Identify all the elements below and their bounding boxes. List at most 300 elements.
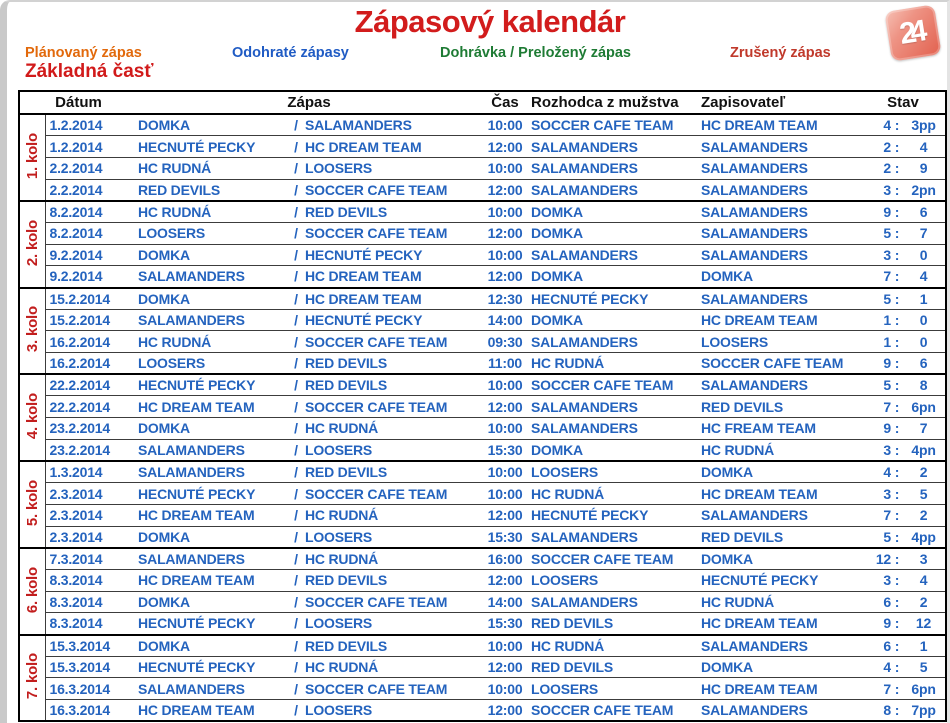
away-score: 6pn — [911, 398, 936, 415]
round-label-text: 1. kolo — [23, 132, 41, 179]
away-score: 6 — [919, 355, 928, 372]
home-team: HECNUTÉ PECKY — [138, 377, 256, 394]
match-separator: / — [294, 528, 298, 545]
score-colon: : — [894, 355, 900, 372]
away-team: RED DEVILS — [305, 464, 388, 481]
referee-team: SOCCER CAFE TEAM — [531, 117, 674, 134]
home-team: SALAMANDERS — [138, 312, 245, 329]
match-date: 15.2.2014 — [49, 290, 110, 307]
match-time: 15:30 — [487, 528, 523, 545]
match-row — [19, 418, 946, 440]
home-team: DOMKA — [138, 290, 190, 307]
away-team: RED DEVILS — [305, 637, 388, 654]
away-score: 1 — [919, 637, 928, 654]
round-label-text: 7. kolo — [23, 653, 41, 700]
match-row — [19, 548, 946, 570]
match-row — [19, 114, 946, 136]
match-separator: / — [294, 550, 298, 567]
away-team: SOCCER CAFE TEAM — [305, 680, 448, 697]
away-team: RED DEVILS — [305, 377, 388, 394]
match-row — [19, 526, 946, 548]
match-row — [19, 157, 946, 179]
round-label — [19, 374, 45, 461]
home-score: 9 — [883, 420, 892, 437]
home-team: HECNUTÉ PECKY — [138, 659, 256, 676]
match-date: 16.2.2014 — [49, 333, 110, 350]
away-score: 7 — [919, 420, 928, 437]
home-team: SALAMANDERS — [138, 550, 245, 567]
match-separator: / — [294, 441, 298, 458]
away-team: RED DEVILS — [305, 355, 388, 372]
match-date: 8.2.2014 — [49, 203, 103, 220]
home-team: HC DREAM TEAM — [138, 507, 255, 524]
away-team: SOCCER CAFE TEAM — [305, 333, 448, 350]
match-date: 9.2.2014 — [49, 246, 103, 263]
home-score: 4 — [883, 464, 892, 481]
referee-team: DOMKA — [531, 312, 583, 329]
home-team: DOMKA — [138, 420, 190, 437]
round-group — [19, 288, 946, 375]
match-time: 11:00 — [487, 355, 523, 372]
referee-team: LOOSERS — [531, 680, 599, 697]
home-team: HC DREAM TEAM — [138, 702, 255, 719]
scorekeeper-team: DOMKA — [701, 659, 753, 676]
match-time: 10:00 — [487, 485, 523, 502]
scorekeeper-team: SALAMANDERS — [701, 160, 808, 177]
away-team: HC RUDNÁ — [305, 659, 379, 676]
match-date: 16.3.2014 — [49, 702, 110, 719]
home-team: SALAMANDERS — [138, 680, 245, 697]
referee-team: DOMKA — [531, 203, 583, 220]
referee-team: SOCCER CAFE TEAM — [531, 377, 674, 394]
match-row — [19, 656, 946, 678]
away-score: 4 — [919, 138, 928, 155]
home-score: 5 — [883, 377, 892, 394]
match-date: 15.3.2014 — [49, 637, 110, 654]
scorekeeper-team: SALAMANDERS — [701, 377, 808, 394]
schedule-table-wrap — [18, 90, 947, 722]
score-colon: : — [894, 680, 900, 697]
score-colon: : — [894, 572, 900, 589]
home-score: 3 — [883, 181, 892, 198]
match-separator: / — [294, 138, 298, 155]
referee-team: HC RUDNÁ — [531, 485, 605, 502]
referee-team: SALAMANDERS — [531, 398, 638, 415]
away-team: HC RUDNÁ — [305, 550, 379, 567]
referee-team: RED DEVILS — [531, 615, 614, 632]
match-date: 2.3.2014 — [49, 485, 103, 502]
home-team: SALAMANDERS — [138, 268, 245, 285]
referee-team: SALAMANDERS — [531, 181, 638, 198]
home-score: 7 — [883, 680, 892, 697]
home-score: 3 — [883, 485, 892, 502]
scorekeeper-team: HC RUDNÁ — [701, 441, 775, 458]
home-team: RED DEVILS — [138, 181, 221, 198]
legend-played-matches: Odohraté zápasy — [232, 45, 349, 61]
header-row — [19, 91, 946, 114]
scorekeeper-team: SALAMANDERS — [701, 203, 808, 220]
referee-team: HECNUTÉ PECKY — [531, 507, 649, 524]
referee-team: SALAMANDERS — [531, 528, 638, 545]
scorekeeper-team: HC DREAM TEAM — [701, 117, 818, 134]
match-row — [19, 222, 946, 244]
match-row — [19, 635, 946, 657]
home-score: 5 — [883, 528, 892, 545]
match-date: 2.2.2014 — [49, 160, 103, 177]
score-colon: : — [894, 398, 900, 415]
match-time: 10:00 — [487, 464, 523, 481]
header-match: Zápas — [287, 94, 331, 111]
match-row — [19, 353, 946, 375]
referee-team: SALAMANDERS — [531, 593, 638, 610]
match-date: 8.3.2014 — [49, 572, 103, 589]
score-colon: : — [894, 528, 900, 545]
referee-team: SALAMANDERS — [531, 160, 638, 177]
home-team: LOOSERS — [138, 355, 206, 372]
match-time: 12:00 — [487, 398, 523, 415]
home-score: 4 — [883, 659, 892, 676]
away-score: 5 — [919, 659, 928, 676]
scorekeeper-team: RED DEVILS — [701, 398, 784, 415]
referee-team: LOOSERS — [531, 572, 599, 589]
match-separator: / — [294, 398, 298, 415]
away-score: 5 — [919, 485, 928, 502]
match-row — [19, 201, 946, 223]
away-score: 6 — [919, 203, 928, 220]
score-colon: : — [894, 138, 900, 155]
match-row — [19, 613, 946, 635]
away-score: 4pn — [911, 441, 936, 458]
score-colon: : — [894, 507, 900, 524]
match-time: 16:00 — [487, 550, 523, 567]
scorekeeper-team: SALAMANDERS — [701, 181, 808, 198]
home-team: HECNUTÉ PECKY — [138, 485, 256, 502]
round-label-text: 3. kolo — [23, 306, 41, 353]
away-team: SOCCER CAFE TEAM — [305, 485, 448, 502]
home-score: 6 — [883, 593, 892, 610]
home-score: 3 — [883, 246, 892, 263]
score-colon: : — [894, 225, 900, 242]
home-score: 7 — [883, 268, 892, 285]
match-date: 8.3.2014 — [49, 615, 103, 632]
match-time: 12:30 — [487, 290, 523, 307]
table-header — [19, 91, 946, 114]
round-label — [19, 114, 45, 201]
score-colon: : — [894, 333, 900, 350]
match-date: 15.2.2014 — [49, 312, 110, 329]
away-team: HECNUTÉ PECKY — [305, 246, 423, 263]
home-team: DOMKA — [138, 528, 190, 545]
away-team: HC DREAM TEAM — [305, 290, 422, 307]
away-score: 2 — [919, 464, 928, 481]
round-label — [19, 461, 45, 548]
match-date: 9.2.2014 — [49, 268, 103, 285]
match-separator: / — [294, 225, 298, 242]
home-team: DOMKA — [138, 593, 190, 610]
score-colon: : — [894, 290, 900, 307]
away-team: HECNUTÉ PECKY — [305, 312, 423, 329]
referee-team: SALAMANDERS — [531, 333, 638, 350]
scorekeeper-team: DOMKA — [701, 550, 753, 567]
match-time: 10:00 — [487, 246, 523, 263]
away-score: 2 — [919, 507, 928, 524]
match-row — [19, 700, 946, 722]
scorekeeper-team: SOCCER CAFE TEAM — [701, 355, 844, 372]
home-score: 8 — [883, 702, 892, 719]
away-team: SOCCER CAFE TEAM — [305, 225, 448, 242]
round-label-text: 5. kolo — [23, 479, 41, 526]
match-time: 10:00 — [487, 203, 523, 220]
scorekeeper-team: LOOSERS — [701, 333, 769, 350]
score-colon: : — [894, 420, 900, 437]
away-team: LOOSERS — [305, 615, 373, 632]
header-scorekeeper: Zapisovateľ — [701, 94, 786, 111]
away-score: 3pp — [911, 117, 936, 134]
score-colon: : — [894, 377, 900, 394]
section-title: Základná časť — [25, 61, 154, 82]
match-row — [19, 483, 946, 505]
scorekeeper-team: HC RUDNÁ — [701, 593, 775, 610]
header-referee: Rozhodca z mužstva — [531, 94, 679, 111]
match-row — [19, 439, 946, 461]
referee-team: HC RUDNÁ — [531, 355, 605, 372]
match-row — [19, 678, 946, 700]
round-label-text: 6. kolo — [23, 566, 41, 613]
referee-team: DOMKA — [531, 225, 583, 242]
legend-cancelled-match: Zrušený zápas — [730, 45, 831, 61]
scorekeeper-team: HC DREAM TEAM — [701, 615, 818, 632]
referee-team: SALAMANDERS — [531, 138, 638, 155]
score-colon: : — [894, 117, 900, 134]
match-separator: / — [294, 160, 298, 177]
home-score: 9 — [883, 615, 892, 632]
round-group — [19, 201, 946, 288]
score-colon: : — [894, 203, 900, 220]
referee-team: SALAMANDERS — [531, 420, 638, 437]
home-score: 1 — [883, 333, 892, 350]
match-date: 22.2.2014 — [49, 398, 110, 415]
match-separator: / — [294, 507, 298, 524]
score-colon: : — [894, 615, 900, 632]
match-time: 10:00 — [487, 160, 523, 177]
home-team: HC RUDNÁ — [138, 160, 212, 177]
match-separator: / — [294, 377, 298, 394]
round-label — [19, 635, 45, 722]
match-time: 09:30 — [487, 333, 523, 350]
home-score: 5 — [883, 225, 892, 242]
referee-team: SALAMANDERS — [531, 246, 638, 263]
score-colon: : — [894, 181, 900, 198]
home-team: DOMKA — [138, 637, 190, 654]
scorekeeper-team: HC FREAM TEAM — [701, 420, 816, 437]
home-team: HECNUTÉ PECKY — [138, 615, 256, 632]
home-score: 12 — [875, 550, 892, 567]
home-team: SALAMANDERS — [138, 464, 245, 481]
match-date: 8.2.2014 — [49, 225, 103, 242]
away-team: SALAMANDERS — [305, 117, 412, 134]
away-team: LOOSERS — [305, 528, 373, 545]
referee-team: DOMKA — [531, 268, 583, 285]
match-time: 12:00 — [487, 702, 523, 719]
scorekeeper-team: HC DREAM TEAM — [701, 312, 818, 329]
scorekeeper-team: DOMKA — [701, 268, 753, 285]
match-separator: / — [294, 181, 298, 198]
away-score: 0 — [919, 312, 928, 329]
round-group — [19, 548, 946, 635]
referee-team: DOMKA — [531, 441, 583, 458]
score-colon: : — [894, 464, 900, 481]
away-score: 2pn — [911, 181, 936, 198]
match-time: 15:30 — [487, 615, 523, 632]
match-date: 22.2.2014 — [49, 377, 110, 394]
scorekeeper-team: DOMKA — [701, 464, 753, 481]
match-time: 12:00 — [487, 572, 523, 589]
score-colon: : — [894, 312, 900, 329]
home-team: DOMKA — [138, 117, 190, 134]
home-team: HC DREAM TEAM — [138, 398, 255, 415]
score-colon: : — [894, 268, 900, 285]
scorekeeper-team: SALAMANDERS — [701, 246, 808, 263]
home-score: 1 — [883, 312, 892, 329]
match-row — [19, 179, 946, 201]
home-score: 7 — [883, 398, 892, 415]
match-date: 15.3.2014 — [49, 659, 110, 676]
match-separator: / — [294, 117, 298, 134]
match-date: 23.2.2014 — [49, 441, 110, 458]
away-score: 9 — [919, 160, 928, 177]
away-team: SOCCER CAFE TEAM — [305, 181, 448, 198]
away-team: LOOSERS — [305, 441, 373, 458]
match-time: 12:00 — [487, 181, 523, 198]
away-team: LOOSERS — [305, 160, 373, 177]
match-row — [19, 136, 946, 158]
away-team: RED DEVILS — [305, 203, 388, 220]
match-separator: / — [294, 290, 298, 307]
home-score: 5 — [883, 290, 892, 307]
home-score: 3 — [883, 572, 892, 589]
scorekeeper-team: SALAMANDERS — [701, 507, 808, 524]
referee-team: LOOSERS — [531, 464, 599, 481]
match-row — [19, 569, 946, 591]
home-team: HC DREAM TEAM — [138, 572, 255, 589]
logo-text: 24 — [897, 14, 924, 51]
match-separator: / — [294, 464, 298, 481]
match-time: 12:00 — [487, 225, 523, 242]
match-time: 12:00 — [487, 268, 523, 285]
round-label — [19, 201, 45, 288]
match-date: 16.3.2014 — [49, 680, 110, 697]
match-date: 2.3.2014 — [49, 507, 103, 524]
round-label-text: 2. kolo — [23, 219, 41, 266]
score-colon: : — [894, 550, 900, 567]
scorekeeper-team: RED DEVILS — [701, 528, 784, 545]
away-score: 6pn — [911, 680, 936, 697]
home-score: 3 — [883, 441, 892, 458]
match-date: 1.2.2014 — [49, 117, 103, 134]
away-team: HC DREAM TEAM — [305, 268, 422, 285]
scorekeeper-team: HC DREAM TEAM — [701, 680, 818, 697]
score-colon: : — [894, 593, 900, 610]
round-group — [19, 635, 946, 722]
match-time: 10:00 — [487, 680, 523, 697]
match-time: 14:00 — [487, 312, 523, 329]
away-team: SOCCER CAFE TEAM — [305, 593, 448, 610]
round-group — [19, 374, 946, 461]
away-score: 4pp — [911, 528, 936, 545]
away-score: 7 — [919, 225, 928, 242]
match-time: 10:00 — [487, 377, 523, 394]
match-row — [19, 244, 946, 266]
referee-team: SOCCER CAFE TEAM — [531, 550, 674, 567]
away-team: RED DEVILS — [305, 572, 388, 589]
round-group — [19, 461, 946, 548]
referee-team: HECNUTÉ PECKY — [531, 290, 649, 307]
score-colon: : — [894, 659, 900, 676]
scorekeeper-team: HECNUTÉ PECKY — [701, 572, 819, 589]
header-status: Stav — [887, 94, 919, 111]
score-colon: : — [894, 246, 900, 263]
header-date: Dátum — [55, 94, 102, 111]
scorekeeper-team: HC DREAM TEAM — [701, 485, 818, 502]
match-table — [18, 90, 947, 722]
match-separator: / — [294, 485, 298, 502]
away-team: HC RUDNÁ — [305, 507, 379, 524]
scorekeeper-team: SALAMANDERS — [701, 138, 808, 155]
match-separator: / — [294, 680, 298, 697]
score-colon: : — [894, 441, 900, 458]
home-team: SALAMANDERS — [138, 441, 245, 458]
away-team: HC DREAM TEAM — [305, 138, 422, 155]
home-team: LOOSERS — [138, 225, 206, 242]
away-team: LOOSERS — [305, 702, 373, 719]
home-score: 9 — [883, 203, 892, 220]
match-separator: / — [294, 333, 298, 350]
away-score: 2 — [919, 593, 928, 610]
away-score: 7pp — [911, 702, 936, 719]
match-date: 7.3.2014 — [49, 550, 103, 567]
match-date: 23.2.2014 — [49, 420, 110, 437]
match-separator: / — [294, 637, 298, 654]
match-separator: / — [294, 572, 298, 589]
referee-team: RED DEVILS — [531, 659, 614, 676]
score-colon: : — [894, 702, 900, 719]
match-time: 12:00 — [487, 659, 523, 676]
match-time: 12:00 — [487, 507, 523, 524]
match-separator: / — [294, 355, 298, 372]
match-time: 10:00 — [487, 420, 523, 437]
home-team: DOMKA — [138, 246, 190, 263]
match-row — [19, 266, 946, 288]
score-colon: : — [894, 485, 900, 502]
match-separator: / — [294, 593, 298, 610]
match-row — [19, 504, 946, 526]
away-team: SOCCER CAFE TEAM — [305, 398, 448, 415]
home-score: 2 — [883, 160, 892, 177]
match-separator: / — [294, 659, 298, 676]
round-label-text: 4. kolo — [23, 393, 41, 440]
round-group — [19, 114, 946, 201]
match-row — [19, 591, 946, 613]
match-date: 16.2.2014 — [49, 355, 110, 372]
away-score: 1 — [919, 290, 928, 307]
match-separator: / — [294, 420, 298, 437]
scorekeeper-team: SALAMANDERS — [701, 225, 808, 242]
match-row — [19, 331, 946, 353]
match-date: 2.3.2014 — [49, 528, 103, 545]
match-time: 12:00 — [487, 138, 523, 155]
legend-planned-match: Plánovaný zápas — [25, 45, 142, 61]
home-team: HECNUTÉ PECKY — [138, 138, 256, 155]
